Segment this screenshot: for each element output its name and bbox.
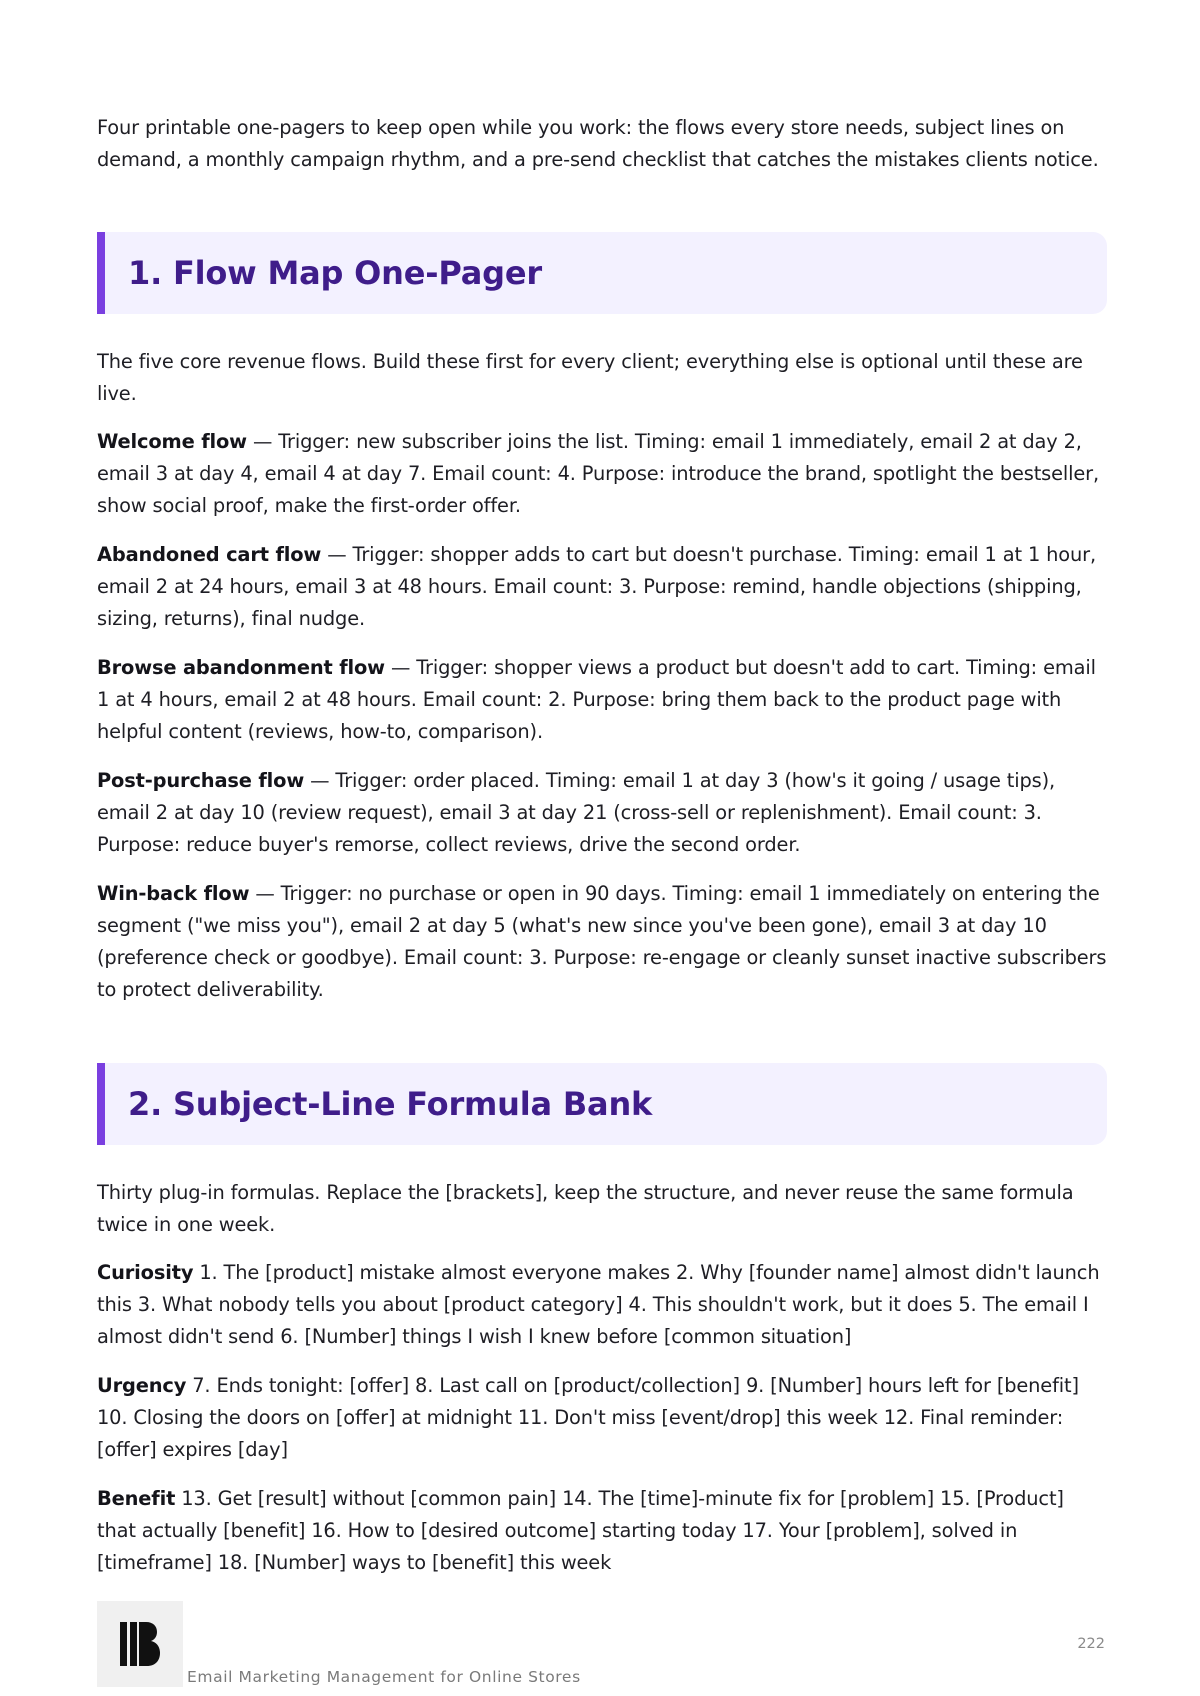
page-number: 222 — [1077, 1636, 1105, 1652]
item-text: 7. Ends tonight: [offer] 8. Last call on [product/collection] 9. [Number] hours left for [benefit] 10. Closing the doors on [offer] at midnight 11. Don't miss [event/drop] this week 12. Final reminder: [offer] expires [day] — [97, 1374, 1079, 1461]
item-term: Benefit — [97, 1487, 176, 1510]
item-text: — Trigger: order placed. Timing: email 1 at day 3 (how's it going / usage tips), email 2 at day 10 (review request), email 3 at day 21 (cross-sell or replenishment). Email count: 3. Purpose: reduce buyer's remorse, collect reviews, drive the second order. — [97, 769, 1056, 856]
document-body — [97, 112, 1107, 1596]
item-text: 1. The [product] mistake almost everyone makes 2. Why [founder name] almost didn't launch this 3. What nobody tells you about [product category] 4. This shouldn't work, but it does 5. The email I almost didn't send 6. [Number] things I wish I knew before [common situation] — [97, 1261, 1100, 1348]
item-text: 13. Get [result] without [common pain] 14. The [time]-minute fix for [problem] 15. [Product] that actually [benefit] 16. How to [desired outcome] starting today 17. Your [problem], solved in [timeframe] 18. [Number] ways to [benefit] this week — [97, 1487, 1064, 1574]
section-title: 2. Subject-Line Formula Bank — [128, 1085, 653, 1123]
item-text: — Trigger: no purchase or open in 90 days. Timing: email 1 immediately on entering the segment ("we miss you"), email 2 at day 5 (what's new since you've been gone), email 3 at day 10 (preference check or goodbye). Email count: 3. Purpose: re-engage or cleanly sunset inactive subscribers to protect deliverability. — [97, 882, 1107, 1001]
formula-group-urgency — [97, 1370, 1107, 1466]
item-term: Win-back flow — [97, 882, 250, 905]
section-lead: The five core revenue flows. Build these first for every client; everything else is optional until these are live. — [97, 350, 1083, 405]
section-title: 1. Flow Map One-Pager — [128, 254, 542, 292]
section-lead: Thirty plug-in formulas. Replace the [brackets], keep the structure, and never reuse the same formula twice in one week. — [97, 1181, 1074, 1236]
section-spacer — [97, 1023, 1107, 1063]
formula-group-curiosity — [97, 1257, 1107, 1353]
item-text: — Trigger: new subscriber joins the list. Timing: email 1 immediately, email 2 at day 2, email 3 at day 4, email 4 at day 7. Email count: 4. Purpose: introduce the brand, spotlight the bestseller, show social proof, make the first-order offer. — [97, 430, 1099, 517]
item-term: Welcome flow — [97, 430, 247, 453]
intro-paragraph: Four printable one-pagers to keep open while you work: the flows every store needs, subject lines on demand, a monthly campaign rhythm, and a pre-send checklist that catches the mistakes clients notice. — [97, 116, 1099, 171]
formula-group-benefit — [97, 1483, 1107, 1579]
item-text: — Trigger: shopper views a product but doesn't add to cart. Timing: email 1 at 4 hours, email 2 at 48 hours. Email count: 2. Purpose: bring them back to the product page with helpful content (reviews, how-to, comparison). — [97, 656, 1096, 743]
item-term: Curiosity — [97, 1261, 194, 1284]
section-heading-flow-map — [97, 232, 1107, 314]
item-text: — Trigger: shopper adds to cart but doesn't purchase. Timing: email 1 at 1 hour, email 2 at 24 hours, email 3 at 48 hours. Email count: 3. Purpose: remind, handle objections (shipping, sizing, returns), final nudge. — [97, 543, 1096, 630]
item-term: Abandoned cart flow — [97, 543, 322, 566]
item-term: Post-purchase flow — [97, 769, 305, 792]
item-term: Browse abandonment flow — [97, 656, 385, 679]
flow-item-abandoned-cart — [97, 539, 1107, 635]
flow-item-win-back — [97, 878, 1107, 1006]
footer-book-title: Email Marketing Management for Online Stores — [187, 1668, 581, 1686]
item-term: Urgency — [97, 1374, 187, 1397]
flow-item-post-purchase — [97, 765, 1107, 861]
flow-item-welcome — [97, 426, 1107, 522]
book-logo-icon — [97, 1601, 183, 1687]
flow-item-browse-abandonment — [97, 652, 1107, 748]
section-heading-subject-lines — [97, 1063, 1107, 1145]
